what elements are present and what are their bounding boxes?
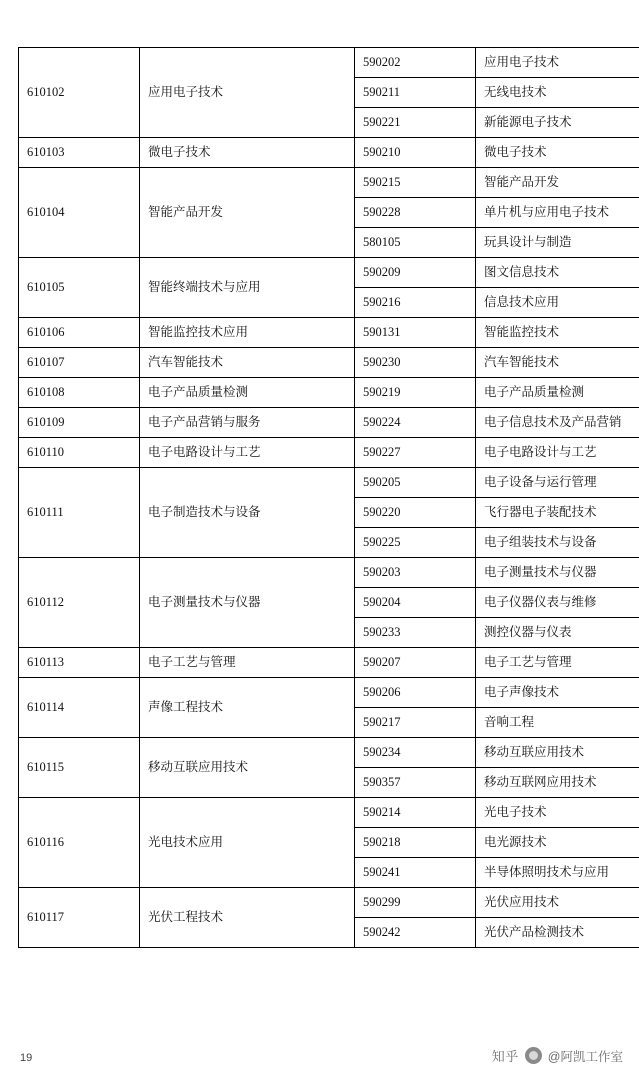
specialty-code-cell: 610106 [19, 318, 140, 348]
old-specialty-name-cell: 电子产品质量检测 [476, 378, 639, 408]
specialty-mapping-table [18, 47, 639, 948]
old-specialty-name-cell: 电子设备与运行管理 [476, 468, 639, 498]
specialty-name-cell: 移动互联应用技术 [140, 738, 355, 798]
table-row [19, 348, 639, 378]
old-specialty-code-cell: 590228 [355, 198, 476, 228]
table-row [19, 318, 639, 348]
old-specialty-code-cell: 590219 [355, 378, 476, 408]
old-specialty-name-cell: 电子仪器仪表与维修 [476, 588, 639, 618]
old-specialty-code-cell: 580105 [355, 228, 476, 258]
specialty-code-cell: 610107 [19, 348, 140, 378]
old-specialty-name-cell: 半导体照明技术与应用 [476, 858, 639, 888]
old-specialty-name-cell: 玩具设计与制造 [476, 228, 639, 258]
old-specialty-name-cell: 光伏产品检测技术 [476, 918, 639, 948]
old-specialty-code-cell: 590216 [355, 288, 476, 318]
specialty-name-cell: 微电子技术 [140, 138, 355, 168]
specialty-code-cell: 610116 [19, 798, 140, 888]
specialty-name-cell: 电子测量技术与仪器 [140, 558, 355, 648]
old-specialty-code-cell: 590207 [355, 648, 476, 678]
specialty-name-cell: 智能终端技术与应用 [140, 258, 355, 318]
table-row [19, 438, 639, 468]
specialty-code-cell: 610109 [19, 408, 140, 438]
specialty-mapping-table-wrapper [18, 47, 622, 948]
old-specialty-code-cell: 590242 [355, 918, 476, 948]
old-specialty-name-cell: 汽车智能技术 [476, 348, 639, 378]
old-specialty-name-cell: 智能产品开发 [476, 168, 639, 198]
watermark [492, 1046, 623, 1065]
old-specialty-code-cell: 590205 [355, 468, 476, 498]
old-specialty-code-cell: 590209 [355, 258, 476, 288]
old-specialty-name-cell: 单片机与应用电子技术 [476, 198, 639, 228]
specialty-code-cell: 610114 [19, 678, 140, 738]
specialty-code-cell: 610108 [19, 378, 140, 408]
old-specialty-code-cell: 590217 [355, 708, 476, 738]
table-row [19, 738, 639, 768]
specialty-code-cell: 610117 [19, 888, 140, 948]
old-specialty-name-cell: 新能源电子技术 [476, 108, 639, 138]
old-specialty-code-cell: 590233 [355, 618, 476, 648]
old-specialty-code-cell: 590211 [355, 78, 476, 108]
specialty-name-cell: 电子产品质量检测 [140, 378, 355, 408]
specialty-name-cell: 声像工程技术 [140, 678, 355, 738]
specialty-code-cell: 610115 [19, 738, 140, 798]
old-specialty-code-cell: 590357 [355, 768, 476, 798]
table-row [19, 558, 639, 588]
old-specialty-code-cell: 590215 [355, 168, 476, 198]
old-specialty-name-cell: 微电子技术 [476, 138, 639, 168]
table-body [19, 48, 639, 948]
old-specialty-code-cell: 590218 [355, 828, 476, 858]
old-specialty-name-cell: 图文信息技术 [476, 258, 639, 288]
avatar [525, 1047, 542, 1064]
specialty-name-cell: 应用电子技术 [140, 48, 355, 138]
old-specialty-name-cell: 测控仪器与仪表 [476, 618, 639, 648]
table-row [19, 468, 639, 498]
table-row [19, 168, 639, 198]
old-specialty-name-cell: 信息技术应用 [476, 288, 639, 318]
specialty-code-cell: 610113 [19, 648, 140, 678]
table-row [19, 138, 639, 168]
old-specialty-name-cell: 飞行器电子装配技术 [476, 498, 639, 528]
old-specialty-code-cell: 590206 [355, 678, 476, 708]
specialty-code-cell: 610102 [19, 48, 140, 138]
old-specialty-name-cell: 电子工艺与管理 [476, 648, 639, 678]
old-specialty-code-cell: 590224 [355, 408, 476, 438]
old-specialty-name-cell: 无线电技术 [476, 78, 639, 108]
old-specialty-code-cell: 590225 [355, 528, 476, 558]
specialty-name-cell: 光伏工程技术 [140, 888, 355, 948]
old-specialty-name-cell: 电子组装技术与设备 [476, 528, 639, 558]
old-specialty-code-cell: 590131 [355, 318, 476, 348]
specialty-name-cell: 电子制造技术与设备 [140, 468, 355, 558]
specialty-code-cell: 610105 [19, 258, 140, 318]
page-number: 19 [20, 1052, 33, 1064]
old-specialty-code-cell: 590203 [355, 558, 476, 588]
table-row [19, 48, 639, 78]
old-specialty-name-cell: 智能监控技术 [476, 318, 639, 348]
specialty-name-cell: 汽车智能技术 [140, 348, 355, 378]
table-row [19, 798, 639, 828]
old-specialty-code-cell: 590204 [355, 588, 476, 618]
old-specialty-name-cell: 音响工程 [476, 708, 639, 738]
table-row [19, 648, 639, 678]
table-row [19, 888, 639, 918]
old-specialty-code-cell: 590230 [355, 348, 476, 378]
old-specialty-code-cell: 590234 [355, 738, 476, 768]
specialty-name-cell: 电子工艺与管理 [140, 648, 355, 678]
old-specialty-code-cell: 590210 [355, 138, 476, 168]
watermark-author: @阿凯工作室 [547, 1049, 623, 1064]
old-specialty-name-cell: 电子声像技术 [476, 678, 639, 708]
old-specialty-code-cell: 590299 [355, 888, 476, 918]
table-row [19, 258, 639, 288]
specialty-name-cell: 智能监控技术应用 [140, 318, 355, 348]
specialty-name-cell: 智能产品开发 [140, 168, 355, 258]
specialty-code-cell: 610112 [19, 558, 140, 648]
old-specialty-name-cell: 移动互联网应用技术 [476, 768, 639, 798]
old-specialty-name-cell: 应用电子技术 [476, 48, 639, 78]
specialty-code-cell: 610111 [19, 468, 140, 558]
zhihu-logo: 知乎 [491, 1049, 519, 1064]
table-row [19, 378, 639, 408]
old-specialty-name-cell: 电子电路设计与工艺 [476, 438, 639, 468]
old-specialty-name-cell: 电子信息技术及产品营销 [476, 408, 639, 438]
specialty-code-cell: 610104 [19, 168, 140, 258]
old-specialty-code-cell: 590227 [355, 438, 476, 468]
table-row [19, 408, 639, 438]
specialty-code-cell: 610103 [19, 138, 140, 168]
old-specialty-name-cell: 光电子技术 [476, 798, 639, 828]
specialty-code-cell: 610110 [19, 438, 140, 468]
old-specialty-code-cell: 590202 [355, 48, 476, 78]
old-specialty-name-cell: 光伏应用技术 [476, 888, 639, 918]
old-specialty-code-cell: 590221 [355, 108, 476, 138]
old-specialty-name-cell: 电光源技术 [476, 828, 639, 858]
old-specialty-code-cell: 590214 [355, 798, 476, 828]
old-specialty-name-cell: 移动互联应用技术 [476, 738, 639, 768]
old-specialty-code-cell: 590220 [355, 498, 476, 528]
old-specialty-name-cell: 电子测量技术与仪器 [476, 558, 639, 588]
specialty-name-cell: 电子产品营销与服务 [140, 408, 355, 438]
specialty-name-cell: 电子电路设计与工艺 [140, 438, 355, 468]
table-row [19, 678, 639, 708]
old-specialty-code-cell: 590241 [355, 858, 476, 888]
specialty-name-cell: 光电技术应用 [140, 798, 355, 888]
